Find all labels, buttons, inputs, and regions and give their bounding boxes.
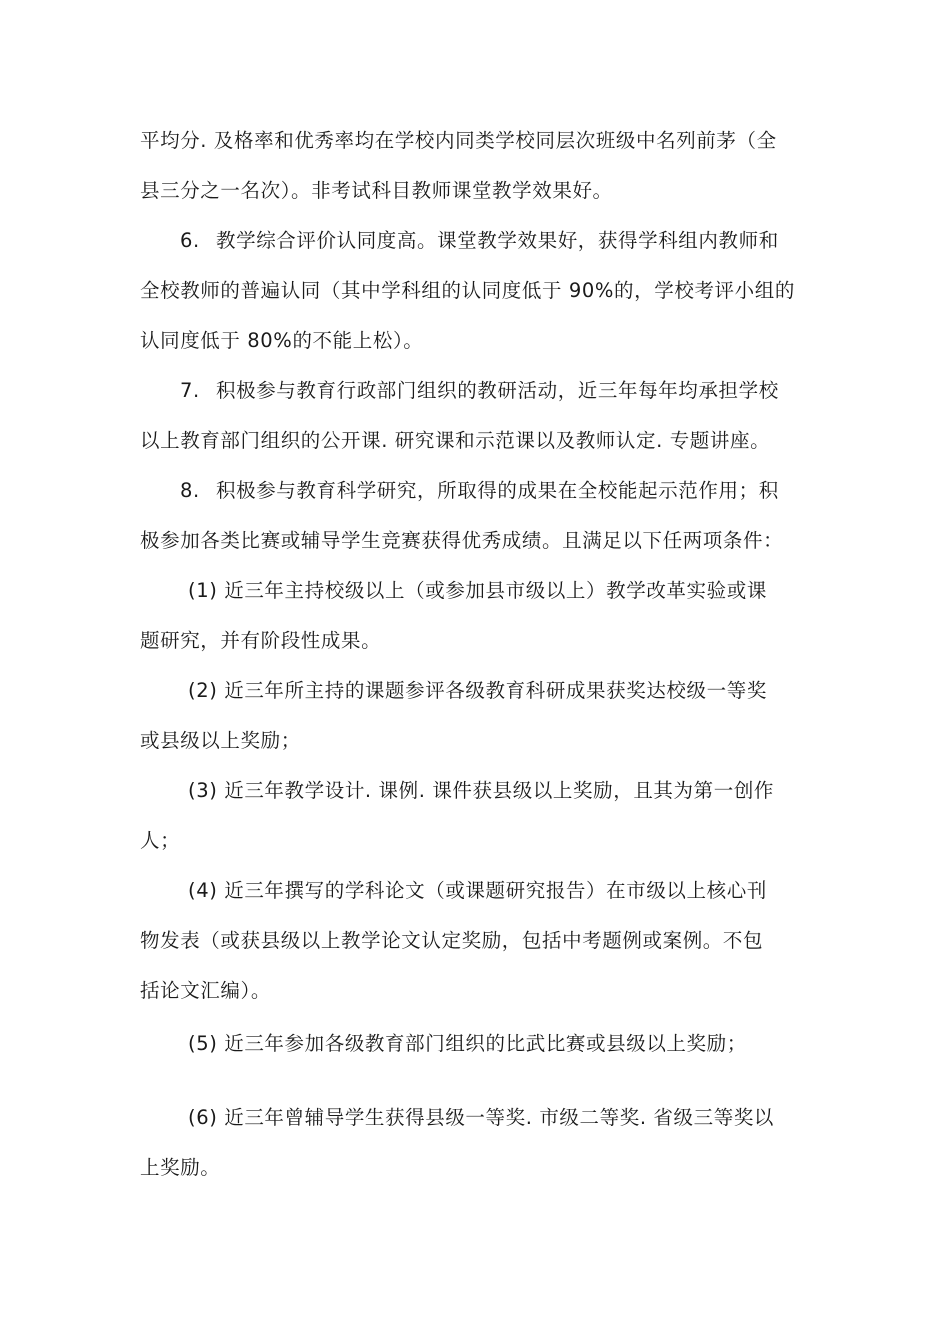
text-line: (1) 近三年主持校级以上（或参加县市级以上）教学改革实验或课 — [188, 579, 767, 602]
text-line: (2) 近三年所主持的课题参评各级教育科研成果获奖达校级一等奖 — [188, 679, 767, 702]
text-line: 积极参与教育行政部门组织的教研活动，近三年每年均承担学校 — [216, 379, 779, 402]
text-line: 积极参与教育科学研究，所取得的成果在全校能起示范作用；积 — [216, 479, 779, 502]
condition-6 — [140, 1093, 830, 1193]
paragraph-item-7 — [140, 366, 830, 466]
text-line: 全校教师的普遍认同（其中学科组的认同度低于 90%的，学校考评小组的 — [140, 279, 795, 302]
text-line: 平均分. 及格率和优秀率均在学校内同类学校同层次班级中名列前茅（全 — [140, 129, 777, 152]
text-line: (6) 近三年曾辅导学生获得县级一等奖. 市级二等奖. 省级三等奖以 — [188, 1106, 775, 1129]
condition-1 — [140, 566, 830, 666]
condition-5 — [140, 1019, 830, 1069]
text-line: (5) 近三年参加各级教育部门组织的比武比赛或县级以上奖励； — [188, 1032, 747, 1055]
text-line: (3) 近三年教学设计. 课例. 课件获县级以上奖励，且其为第一创作 — [188, 779, 775, 802]
text-line: 人； — [140, 829, 181, 852]
text-line: 认同度低于 80%的不能上松）。 — [140, 329, 424, 352]
item-number: 7. — [180, 379, 200, 402]
text-line: 上奖励。 — [140, 1156, 221, 1179]
text-line: 县三分之一名次）。非考试科目教师课堂教学效果好。 — [140, 179, 613, 202]
item-number: 8. — [180, 479, 200, 502]
text-line: 极参加各类比赛或辅导学生竞赛获得优秀成绩。且满足以下任两项条件： — [140, 529, 784, 552]
condition-2 — [140, 666, 830, 766]
condition-4 — [140, 866, 830, 1016]
text-line: 括论文汇编）。 — [140, 979, 271, 1002]
text-line: 题研究，并有阶段性成果。 — [140, 629, 382, 652]
text-line: 或县级以上奖励； — [140, 729, 301, 752]
paragraph-item-8 — [140, 466, 830, 566]
text-line: 物发表（或获县级以上教学论文认定奖励，包括中考题例或案例。不包 — [140, 929, 764, 952]
paragraph-continuation — [140, 116, 830, 216]
text-line: (4) 近三年撰写的学科论文（或课题研究报告）在市级以上核心刊 — [188, 879, 767, 902]
item-number: 6. — [180, 229, 200, 252]
condition-3 — [140, 766, 830, 866]
text-line: 教学综合评价认同度高。课堂教学效果好，获得学科组内教师和 — [216, 229, 779, 252]
text-line: 以上教育部门组织的公开课. 研究课和示范课以及教师认定. 专题讲座。 — [140, 429, 771, 452]
paragraph-item-6 — [140, 216, 830, 366]
